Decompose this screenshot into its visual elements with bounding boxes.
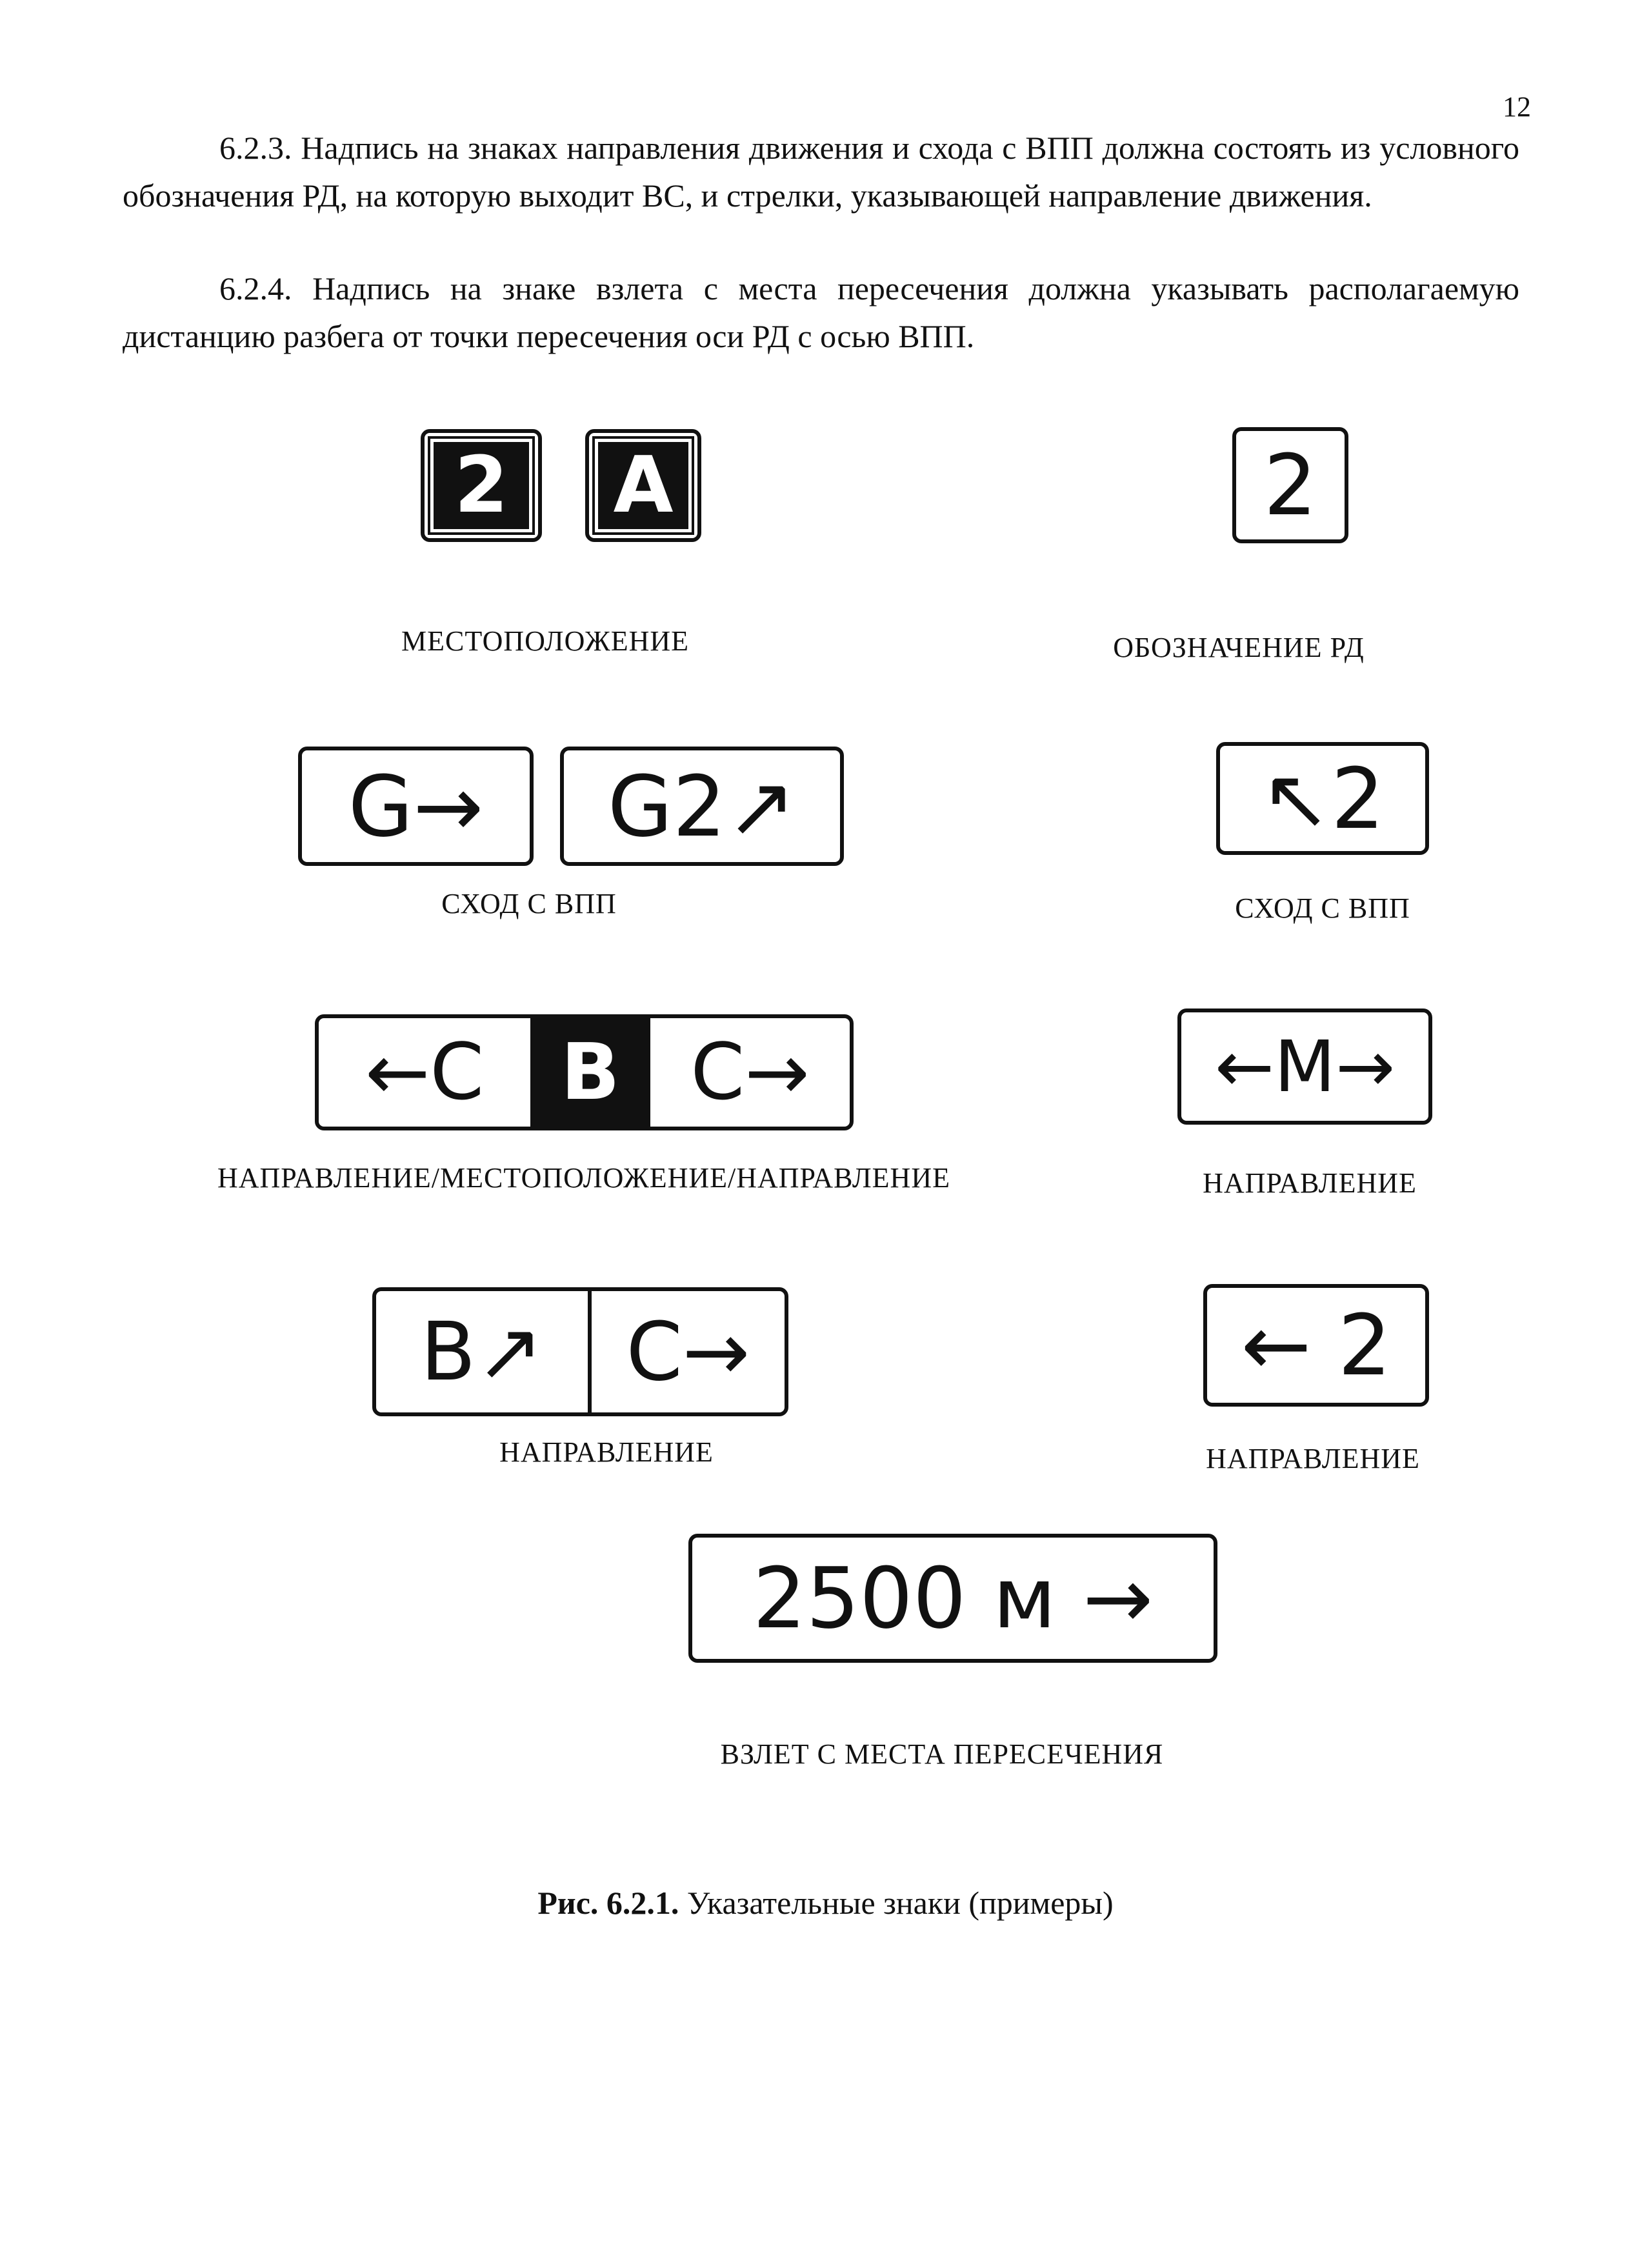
paragraph-6-2-3: 6.2.3. Надпись на знаках направления движения и схода с ВПП должна состоять из условного обозначения РД, на которую выходит ВС, и стрелки, указывающей направление движения.: [123, 130, 1519, 214]
exit-sign-g2-text: G2↗: [607, 757, 797, 856]
caption-taxiway-designation: ОБОЗНАЧЕНИЕ РД: [1113, 632, 1365, 663]
exit-sign-g2: [560, 747, 844, 866]
exit-sign-g-text: G→: [348, 757, 484, 856]
exit-sign-2-text: ↖2: [1261, 749, 1385, 848]
exit-sign-2: [1216, 742, 1429, 855]
takeoff-distance-sign: [688, 1534, 1217, 1663]
page-number: 12: [1503, 91, 1531, 123]
paragraph-6-2-4: 6.2.4. Надпись на знаке взлета с места пересечения должна указывать располагаемую дистанцию разбега от точки пересечения оси РД с осью ВПП.: [123, 270, 1519, 354]
direction-pair-sign: [372, 1287, 788, 1416]
caption-direction-single: НАПРАВЛЕНИЕ: [1206, 1443, 1420, 1474]
taxiway-designation-sign: [1232, 427, 1348, 543]
takeoff-distance-text: 2500 м →: [752, 1549, 1154, 1647]
direction-sign-2-text: ← 2: [1241, 1296, 1392, 1394]
figure-caption-text: Указательные знаки (примеры): [686, 1885, 1114, 1921]
combo-location: B: [530, 1018, 646, 1127]
location-sign-2-text: 2: [430, 439, 532, 532]
figure-caption-label: Рис. 6.2.1.: [537, 1885, 679, 1921]
exit-sign-g: [298, 747, 534, 866]
taxiway-designation-text: 2: [1263, 436, 1317, 534]
direction-sign-m-text: ←M→: [1214, 1025, 1396, 1108]
caption-exit-left: СХОД С ВПП: [441, 888, 617, 919]
caption-direction-right: НАПРАВЛЕНИЕ: [1203, 1167, 1417, 1199]
direction-sign-2: [1203, 1284, 1429, 1407]
location-sign-a: [585, 429, 701, 542]
direction-sign-m: [1177, 1009, 1432, 1125]
caption-direction-pair: НАПРАВЛЕНИЕ: [499, 1436, 714, 1468]
combo-right-direction: C→: [646, 1018, 850, 1127]
direction-pair-left: B↗: [420, 1305, 544, 1399]
location-sign-2: [421, 429, 542, 542]
combo-left-direction: ←C: [365, 1027, 485, 1118]
direction-pair-right: C→: [588, 1291, 785, 1412]
caption-combo: НАПРАВЛЕНИЕ/МЕСТОПОЛОЖЕНИЕ/НАПРАВЛЕНИЕ: [217, 1162, 950, 1194]
direction-location-direction-sign: [315, 1014, 854, 1130]
caption-exit-right: СХОД С ВПП: [1235, 892, 1410, 924]
caption-location: МЕСТОПОЛОЖЕНИЕ: [401, 625, 690, 657]
location-sign-a-text: A: [595, 439, 692, 532]
caption-takeoff: ВЗЛЕТ С МЕСТА ПЕРЕСЕЧЕНИЯ: [720, 1738, 1164, 1770]
figure-caption: [0, 1884, 1651, 1922]
